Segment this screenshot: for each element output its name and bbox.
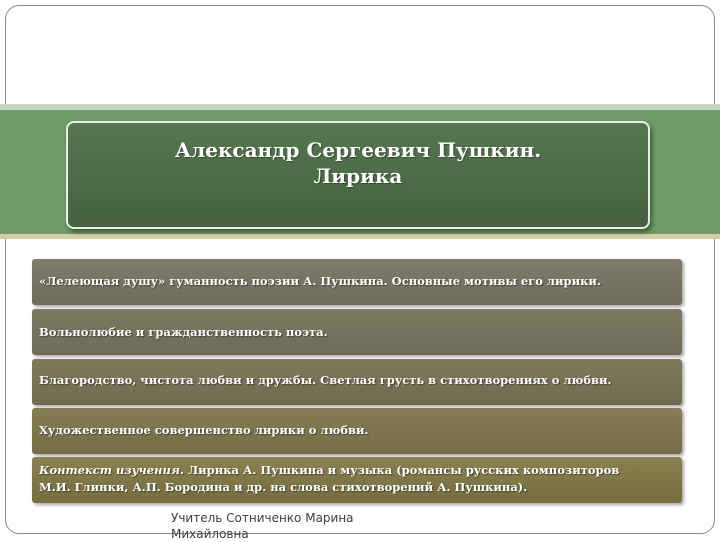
topic-text-line-1 [39,462,682,479]
topic-text-rest: Лирика А. Пушкина и музыка (романсы русских композиторов [183,463,620,477]
topic-text: «Лелеющая душу» гуманность поэзии А. Пушкина. Основные мотивы его лирики. [39,274,601,288]
author-credit [171,510,354,542]
topic-text: Художественное совершенство лирики о любви. [39,423,369,437]
topic-text-line-2: М.И. Глинки, А.П. Бородина и др. на слова стихотворений А. Пушкина). [39,480,528,494]
title-line-2: Лирика [313,164,403,188]
author-line-2: Михайловна [171,527,249,541]
slide-title [68,137,648,189]
topic-row-3 [32,359,682,405]
context-label: Контекст изучения. [39,463,184,477]
topic-row-4 [32,408,682,454]
topic-row-5 [32,457,682,503]
topic-text: Вольнолюбие и гражданственность поэта. [39,325,328,339]
title-box [66,121,650,229]
band-bottom-line [0,234,720,239]
topic-text: Благородство, чистота любви и дружбы. Светлая грусть в стихотворениях о любви. [39,373,612,387]
topic-row-2 [32,309,682,355]
title-line-1: Александр Сергеевич Пушкин. [174,138,542,162]
author-line-1: Учитель Сотниченко Марина [171,511,354,525]
topic-row-1 [32,259,682,305]
